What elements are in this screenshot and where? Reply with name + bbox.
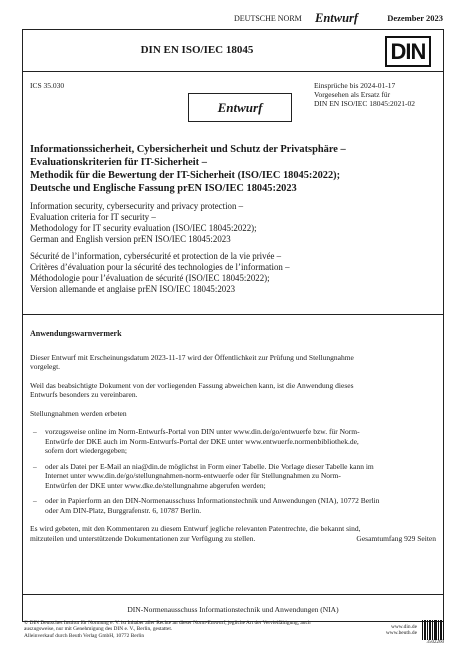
site-link[interactable]: www.beuth.de [385, 630, 417, 637]
list-item-line: Entwürfen der DKE unter www.dke.de/stellungnahme abgerufen werden; [45, 480, 266, 490]
standard-number-row [23, 30, 443, 72]
site-link[interactable]: www.din.de [391, 624, 417, 630]
list-item-line: vorzugsweise online im Norm-Entwurfs-Portal von DIN unter www.din.de/go/entwuerfe bzw. für Norm- [45, 427, 360, 436]
title-line: Evaluationskriterien für IT-Sicherheit – [30, 157, 207, 168]
objections-info [314, 81, 415, 108]
list-item [30, 427, 442, 456]
submission-options-list [30, 427, 442, 515]
standard-number: DIN EN ISO/IEC 18045 [140, 44, 254, 56]
objections-line: DIN EN ISO/IEC 18045:2021-02 [314, 99, 416, 108]
paragraph-line: Stellungnahmen werden erbeten [30, 408, 127, 418]
application-notice [30, 329, 442, 552]
issue-date: Dezember 2023 [387, 13, 443, 23]
title-line: Méthodologie pour l’évaluation de sécurité (ISO/IEC 18045:2022); [30, 273, 270, 283]
paragraph-line: Es wird gebeten, mit den Kommentaren zu diesem Entwurf jegliche relevanten Patentrechte, die bekannt sind, [30, 524, 361, 533]
title-line: Information security, cybersecurity and privacy protection – [30, 201, 244, 211]
german-title [30, 143, 440, 195]
objections-line: Einsprüche bis 2024-01-17 [314, 81, 396, 90]
document-frame [22, 29, 444, 622]
list-item-line: sofern dort wiedergegeben; [45, 446, 127, 455]
titles-block [30, 143, 440, 295]
norm-label: DEUTSCHE NORM [234, 14, 302, 23]
barcode [422, 620, 444, 646]
list-item [30, 462, 442, 491]
title-line: Methodik für die Bewertung der IT-Sicherheit (ISO/IEC 18045:2022); [30, 170, 341, 181]
title-line: German and English version prEN ISO/IEC 18045:2023 [30, 234, 231, 244]
title-line: Methodology for IT security evaluation (ISO/IEC 18045:2022); [30, 223, 257, 233]
draft-box: Entwurf [188, 93, 292, 122]
title-line: Evaluation criteria for IT security – [30, 212, 156, 222]
list-item [30, 496, 442, 515]
list-dash: – [33, 496, 37, 505]
ics-code: ICS 35.030 [30, 81, 65, 90]
french-title [30, 251, 440, 295]
title-line: Sécurité de l’information, cybersécurité et protection de la vie privée – [30, 251, 282, 261]
committee-name: DIN-Normenausschuss Informationstechnik und Anwendungen (NIA) [127, 605, 339, 614]
list-item-line: oder in Papierform an den DIN-Normenausschuss Informationstechnik und Anwendungen (NIA), 10772 Berlin [45, 496, 380, 505]
total-pages: Gesamtumfang 929 Seiten [356, 534, 436, 543]
draft-label: Entwurf [315, 11, 359, 25]
title-line: Deutsche und Englische Fassung prEN ISO/IEC 18045:2023 [30, 183, 297, 194]
list-item-line: Entwürfe der DKE auch im Norm-Entwurfs-Portal der DKE unter www.entwuerfe.normenbibliothek.de, [45, 436, 359, 446]
divider [23, 314, 443, 315]
list-dash: – [33, 461, 37, 471]
list-item-line: Internet unter www.din.de/go/stellungnahmen-norm-entwuerfe oder für Stellungnahmen zu Norm- [45, 471, 341, 480]
list-item-line: oder als Datei per E-Mail an nia@din.de möglichst in Form einer Tabelle. Die Vorlage dieser Tabelle kann im [45, 461, 374, 471]
copyright-line: © DIN Deutsches Institut für Normung e. V. ist Inhaber aller Rechte an dieser Norm-Entwurf, jegliche Art der Vervielfältigung, auch auszugsweise, nur mit Genehmigung des DIN e. V., Berlin, gestattet. [24, 620, 311, 633]
copyright-line: Alleinverkauf durch Beuth Verlag GmbH, 10772 Berlin [24, 632, 145, 639]
paragraph-line: Entwurfs besonders zu vereinbaren. [30, 390, 138, 399]
list-dash: – [33, 427, 37, 436]
paragraph-line: Weil das beabsichtigte Dokument von der vorliegenden Fassung abweichen kann, ist die Anwendung dieses [30, 380, 354, 390]
paragraph-line: mitzuteilen und unterstützende Dokumentationen zur Verfügung zu stellen. [30, 533, 256, 543]
title-line: Version allemande et anglaise prEN ISO/IEC 18045:2023 [30, 284, 236, 294]
page-header [0, 12, 466, 24]
din-logo: DIN [385, 36, 431, 67]
title-line: Critères d’évaluation pour la sécurité des technologies de l’information – [30, 262, 290, 272]
objections-line: Vorgesehen als Ersatz für [314, 90, 391, 99]
title-line: Informationssicherheit, Cybersicherheit und Schutz der Privatsphäre – [30, 144, 346, 155]
page-footer [24, 620, 444, 645]
copyright-notice [24, 620, 444, 639]
document-code: 3502260 [426, 639, 444, 645]
paragraph-line: vorgelegt. [30, 362, 61, 371]
paragraph-line: Dieser Entwurf mit Erscheinungsdatum 2023-11-17 wird der Öffentlichkeit zur Prüfung und Stellungnahme [30, 352, 354, 362]
notice-heading: Anwendungswarnvermerk [30, 329, 122, 338]
english-title [30, 201, 440, 245]
divider [23, 594, 443, 595]
publisher-sites [386, 624, 417, 636]
list-item-line: oder Am DIN-Platz, Burggrafenstr. 6, 10787 Berlin. [45, 505, 202, 515]
